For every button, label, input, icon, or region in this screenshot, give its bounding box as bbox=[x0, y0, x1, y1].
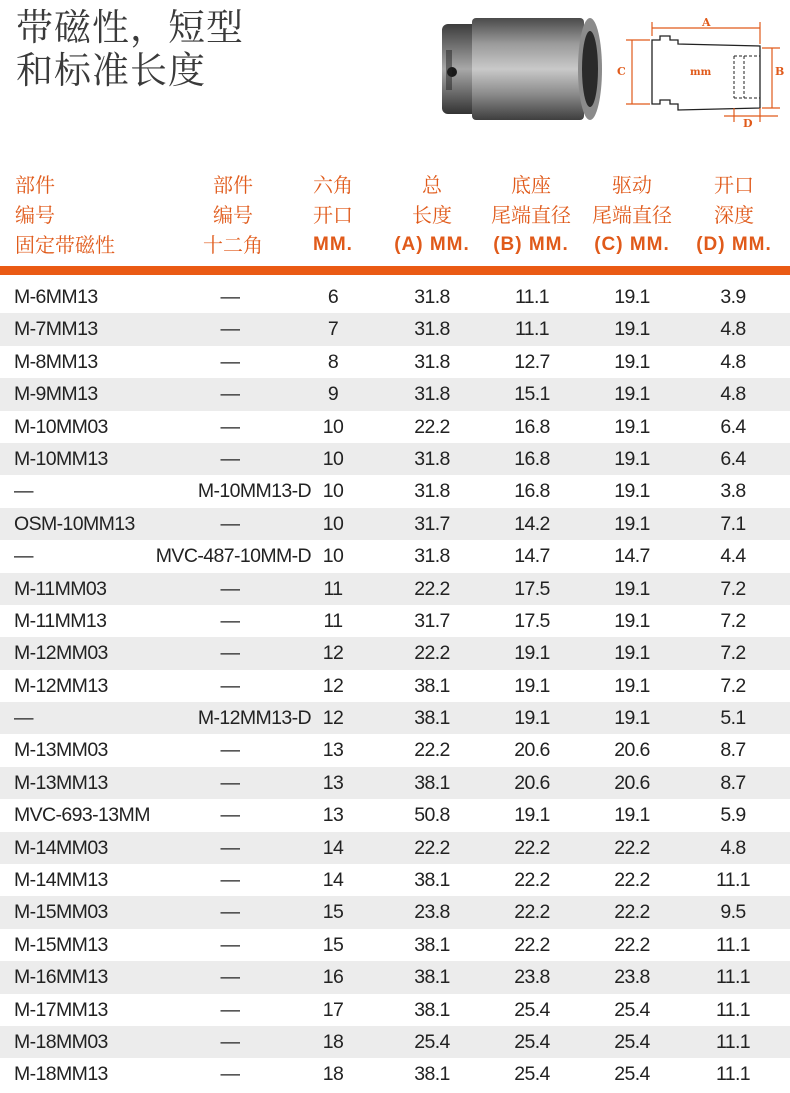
table-row bbox=[0, 573, 790, 605]
cell-opening-depth: 11.1 bbox=[715, 998, 751, 1021]
cell-hex-opening: 10 bbox=[322, 447, 344, 470]
cell-part-magnetic: M-16MM13 bbox=[14, 966, 108, 989]
cell-part-magnetic: M-11MM03 bbox=[14, 577, 107, 600]
cell-overall-length: 38.1 bbox=[414, 933, 450, 956]
cell-part-magnetic: OSM-10MM13 bbox=[14, 512, 135, 535]
diagram-label-d: D bbox=[743, 117, 753, 130]
cell-base-diameter: 20.6 bbox=[514, 739, 550, 762]
cell-opening-depth: 7.2 bbox=[720, 577, 746, 600]
cell-part-magnetic: M-10MM13 bbox=[14, 447, 108, 470]
cell-overall-length: 38.1 bbox=[414, 674, 450, 697]
cell-hex-opening: 18 bbox=[322, 1063, 344, 1086]
cell-overall-length: 31.8 bbox=[414, 318, 450, 341]
cell-hex-opening: 18 bbox=[322, 1030, 344, 1053]
cell-overall-length: 22.2 bbox=[414, 642, 450, 665]
header-base-diameter: 底座 尾端直径 (B) MM. bbox=[491, 173, 571, 255]
cell-part-magnetic: — bbox=[14, 480, 33, 503]
cell-overall-length: 31.8 bbox=[414, 447, 450, 470]
cell-base-diameter: 16.8 bbox=[514, 447, 550, 470]
table-row bbox=[0, 929, 790, 961]
cell-opening-depth: 11.1 bbox=[715, 869, 751, 892]
cell-drive-diameter: 19.1 bbox=[614, 480, 650, 503]
cell-base-diameter: 17.5 bbox=[514, 609, 550, 632]
cell-part-magnetic: M-17MM13 bbox=[14, 998, 108, 1021]
cell-overall-length: 22.2 bbox=[414, 577, 450, 600]
table-row bbox=[0, 864, 790, 896]
cell-overall-length: 38.1 bbox=[414, 966, 450, 989]
diagram-label-b: B bbox=[775, 65, 785, 78]
cell-part-magnetic: M-9MM13 bbox=[14, 383, 98, 406]
cell-part-12pt: — bbox=[220, 771, 240, 794]
cell-base-diameter: 25.4 bbox=[514, 1063, 550, 1086]
cell-opening-depth: 3.9 bbox=[720, 286, 746, 308]
cell-hex-opening: 8 bbox=[327, 350, 339, 373]
diagram-label-mm: mm bbox=[690, 67, 712, 78]
cell-hex-opening: 13 bbox=[322, 804, 344, 827]
cell-hex-opening: 10 bbox=[322, 480, 344, 503]
table-header bbox=[0, 170, 790, 266]
table-row bbox=[0, 702, 790, 734]
cell-drive-diameter: 19.1 bbox=[614, 707, 650, 730]
table-row bbox=[0, 994, 790, 1026]
cell-hex-opening: 14 bbox=[322, 836, 344, 859]
title-line-2: 和标准长度 bbox=[16, 49, 206, 92]
cell-opening-depth: 4.4 bbox=[720, 545, 746, 568]
table-row bbox=[0, 1026, 790, 1058]
cell-opening-depth: 9.5 bbox=[720, 901, 746, 924]
cell-overall-length: 31.7 bbox=[414, 512, 450, 535]
cell-base-diameter: 20.6 bbox=[514, 771, 550, 794]
table-row bbox=[0, 637, 790, 669]
cell-base-diameter: 22.2 bbox=[514, 901, 550, 924]
cell-part-12pt: — bbox=[220, 609, 240, 632]
table-row bbox=[0, 799, 790, 831]
cell-base-diameter: 22.2 bbox=[514, 836, 550, 859]
cell-hex-opening: 12 bbox=[322, 674, 344, 697]
cell-drive-diameter: 19.1 bbox=[614, 609, 650, 632]
cell-hex-opening: 15 bbox=[322, 933, 344, 956]
cell-part-12pt: — bbox=[220, 739, 240, 762]
cell-drive-diameter: 25.4 bbox=[614, 1063, 650, 1086]
cell-overall-length: 22.2 bbox=[414, 836, 450, 859]
cell-part-magnetic: — bbox=[14, 545, 33, 568]
cell-part-magnetic: M-7MM13 bbox=[14, 318, 98, 341]
cell-hex-opening: 12 bbox=[322, 642, 344, 665]
cell-overall-length: 38.1 bbox=[414, 869, 450, 892]
cell-part-12pt: — bbox=[220, 674, 240, 697]
cell-part-magnetic: M-11MM13 bbox=[14, 609, 107, 632]
cell-part-12pt: — bbox=[220, 869, 240, 892]
cell-hex-opening: 11 bbox=[323, 577, 343, 600]
cell-opening-depth: 7.1 bbox=[720, 512, 746, 535]
cell-hex-opening: 13 bbox=[322, 739, 344, 762]
cell-part-12pt: MVC-487-10MM-D bbox=[155, 545, 311, 568]
cell-drive-diameter: 25.4 bbox=[614, 998, 650, 1021]
cell-base-diameter: 14.7 bbox=[514, 545, 550, 568]
cell-part-magnetic: M-14MM13 bbox=[14, 869, 108, 892]
table-row bbox=[0, 443, 790, 475]
cell-opening-depth: 4.8 bbox=[720, 383, 746, 406]
cell-drive-diameter: 20.6 bbox=[614, 771, 650, 794]
table-row bbox=[0, 411, 790, 443]
cell-opening-depth: 8.7 bbox=[720, 771, 746, 794]
cell-part-12pt: — bbox=[220, 642, 240, 665]
cell-overall-length: 31.8 bbox=[414, 480, 450, 503]
cell-opening-depth: 11.1 bbox=[715, 966, 751, 989]
cell-part-12pt: — bbox=[220, 804, 240, 827]
table-row bbox=[0, 961, 790, 993]
cell-part-12pt: — bbox=[220, 1030, 240, 1053]
table-row bbox=[0, 281, 790, 313]
table-row bbox=[0, 313, 790, 345]
cell-part-12pt: — bbox=[220, 318, 240, 341]
cell-part-magnetic: M-12MM03 bbox=[14, 642, 108, 665]
table-body bbox=[0, 281, 790, 1091]
cell-base-diameter: 22.2 bbox=[514, 869, 550, 892]
cell-base-diameter: 16.8 bbox=[514, 480, 550, 503]
diagram-label-c: C bbox=[617, 65, 626, 78]
table-row bbox=[0, 734, 790, 766]
cell-drive-diameter: 23.8 bbox=[614, 966, 650, 989]
cell-drive-diameter: 19.1 bbox=[614, 318, 650, 341]
cell-part-12pt: — bbox=[220, 447, 240, 470]
cell-part-magnetic: M-13MM03 bbox=[14, 739, 108, 762]
cell-overall-length: 50.8 bbox=[414, 804, 450, 827]
cell-part-magnetic: M-6MM13 bbox=[14, 286, 98, 308]
table-row bbox=[0, 896, 790, 928]
cell-hex-opening: 14 bbox=[322, 869, 344, 892]
cell-hex-opening: 16 bbox=[322, 966, 344, 989]
cell-overall-length: 38.1 bbox=[414, 771, 450, 794]
header-opening-depth: 开口 深度 (D) MM. bbox=[696, 173, 772, 255]
cell-drive-diameter: 19.1 bbox=[614, 512, 650, 535]
cell-overall-length: 38.1 bbox=[414, 998, 450, 1021]
cell-part-12pt: — bbox=[220, 901, 240, 924]
cell-opening-depth: 7.2 bbox=[720, 609, 746, 632]
header-part-12pt: 部件 编号 十二角 bbox=[203, 173, 263, 257]
cell-part-12pt: — bbox=[220, 966, 240, 989]
cell-base-diameter: 11.1 bbox=[514, 286, 550, 308]
cell-overall-length: 38.1 bbox=[414, 707, 450, 730]
cell-overall-length: 31.8 bbox=[414, 286, 450, 308]
cell-overall-length: 23.8 bbox=[414, 901, 450, 924]
cell-opening-depth: 7.2 bbox=[720, 642, 746, 665]
page-title bbox=[16, 6, 316, 92]
cell-base-diameter: 25.4 bbox=[514, 1030, 550, 1053]
cell-hex-opening: 10 bbox=[322, 415, 344, 438]
cell-base-diameter: 15.1 bbox=[514, 383, 550, 406]
header-overall-length: 总 长度 (A) MM. bbox=[394, 173, 470, 255]
dimension-diagram bbox=[612, 12, 788, 130]
cell-hex-opening: 11 bbox=[323, 609, 343, 632]
cell-hex-opening: 10 bbox=[322, 545, 344, 568]
cell-part-12pt: — bbox=[220, 415, 240, 438]
cell-opening-depth: 5.1 bbox=[720, 707, 746, 730]
cell-part-magnetic: M-10MM03 bbox=[14, 415, 108, 438]
cell-drive-diameter: 19.1 bbox=[614, 674, 650, 697]
cell-overall-length: 31.8 bbox=[414, 545, 450, 568]
cell-opening-depth: 5.9 bbox=[720, 804, 746, 827]
table-row bbox=[0, 767, 790, 799]
cell-overall-length: 25.4 bbox=[414, 1030, 450, 1053]
header-hex-opening: 六角 开口 MM. bbox=[313, 173, 353, 255]
table-row bbox=[0, 508, 790, 540]
table-row bbox=[0, 605, 790, 637]
cell-overall-length: 22.2 bbox=[414, 415, 450, 438]
cell-opening-depth: 7.2 bbox=[720, 674, 746, 697]
cell-hex-opening: 9 bbox=[327, 383, 339, 406]
cell-drive-diameter: 19.1 bbox=[614, 642, 650, 665]
cell-drive-diameter: 22.2 bbox=[614, 869, 650, 892]
cell-hex-opening: 15 bbox=[322, 901, 344, 924]
cell-base-diameter: 11.1 bbox=[514, 318, 550, 341]
cell-part-magnetic: MVC-693-13MM bbox=[14, 804, 150, 827]
cell-part-magnetic: M-12MM13 bbox=[14, 674, 108, 697]
cell-hex-opening: 6 bbox=[327, 286, 339, 308]
cell-part-12pt: — bbox=[220, 933, 240, 956]
cell-part-magnetic: M-8MM13 bbox=[14, 350, 98, 373]
cell-overall-length: 22.2 bbox=[414, 739, 450, 762]
cell-base-diameter: 17.5 bbox=[514, 577, 550, 600]
diagram-label-a: A bbox=[702, 16, 711, 29]
cell-opening-depth: 4.8 bbox=[720, 836, 746, 859]
cell-drive-diameter: 22.2 bbox=[614, 901, 650, 924]
cell-drive-diameter: 19.1 bbox=[614, 577, 650, 600]
cell-part-12pt: M-12MM13-D bbox=[197, 707, 311, 730]
cell-base-diameter: 25.4 bbox=[514, 998, 550, 1021]
cell-part-12pt: — bbox=[220, 1063, 240, 1086]
cell-base-diameter: 19.1 bbox=[514, 674, 550, 697]
cell-drive-diameter: 19.1 bbox=[614, 383, 650, 406]
cell-overall-length: 31.7 bbox=[414, 609, 450, 632]
cell-opening-depth: 6.4 bbox=[720, 447, 746, 470]
cell-hex-opening: 17 bbox=[322, 998, 344, 1021]
cell-drive-diameter: 22.2 bbox=[614, 836, 650, 859]
cell-opening-depth: 3.8 bbox=[720, 480, 746, 503]
socket-photo bbox=[434, 14, 606, 124]
cell-base-diameter: 14.2 bbox=[514, 512, 550, 535]
cell-opening-depth: 11.1 bbox=[715, 1030, 751, 1053]
cell-overall-length: 31.8 bbox=[414, 350, 450, 373]
cell-base-diameter: 22.2 bbox=[514, 933, 550, 956]
cell-opening-depth: 4.8 bbox=[720, 318, 746, 341]
cell-hex-opening: 10 bbox=[322, 512, 344, 535]
cell-part-magnetic: M-18MM03 bbox=[14, 1030, 108, 1053]
table-row bbox=[0, 1058, 790, 1090]
table-row bbox=[0, 346, 790, 378]
cell-drive-diameter: 19.1 bbox=[614, 447, 650, 470]
cell-drive-diameter: 19.1 bbox=[614, 804, 650, 827]
cell-opening-depth: 8.7 bbox=[720, 739, 746, 762]
header-divider bbox=[0, 266, 790, 275]
cell-part-12pt: — bbox=[220, 577, 240, 600]
table-row bbox=[0, 378, 790, 410]
cell-hex-opening: 12 bbox=[322, 707, 344, 730]
header-drive-diameter: 驱动 尾端直径 (C) MM. bbox=[592, 173, 672, 255]
cell-part-12pt: — bbox=[220, 512, 240, 535]
cell-part-12pt: — bbox=[220, 998, 240, 1021]
cell-hex-opening: 13 bbox=[322, 771, 344, 794]
table-row bbox=[0, 475, 790, 507]
cell-base-diameter: 16.8 bbox=[514, 415, 550, 438]
cell-opening-depth: 6.4 bbox=[720, 415, 746, 438]
cell-base-diameter: 19.1 bbox=[514, 707, 550, 730]
cell-part-magnetic: — bbox=[14, 707, 33, 730]
cell-base-diameter: 23.8 bbox=[514, 966, 550, 989]
cell-base-diameter: 19.1 bbox=[514, 804, 550, 827]
cell-part-12pt: — bbox=[220, 836, 240, 859]
cell-overall-length: 38.1 bbox=[414, 1063, 450, 1086]
cell-drive-diameter: 22.2 bbox=[614, 933, 650, 956]
cell-drive-diameter: 19.1 bbox=[614, 286, 650, 308]
cell-drive-diameter: 14.7 bbox=[614, 545, 650, 568]
cell-part-magnetic: M-14MM03 bbox=[14, 836, 108, 859]
cell-base-diameter: 19.1 bbox=[514, 642, 550, 665]
cell-opening-depth: 11.1 bbox=[715, 1063, 751, 1086]
cell-base-diameter: 12.7 bbox=[514, 350, 550, 373]
cell-drive-diameter: 25.4 bbox=[614, 1030, 650, 1053]
cell-part-12pt: — bbox=[220, 350, 240, 373]
cell-opening-depth: 4.8 bbox=[720, 350, 746, 373]
table-row bbox=[0, 670, 790, 702]
cell-part-12pt: M-10MM13-D bbox=[197, 480, 311, 503]
cell-drive-diameter: 19.1 bbox=[614, 415, 650, 438]
cell-part-magnetic: M-18MM13 bbox=[14, 1063, 108, 1086]
cell-drive-diameter: 20.6 bbox=[614, 739, 650, 762]
cell-part-12pt: — bbox=[220, 286, 240, 308]
cell-part-magnetic: M-15MM03 bbox=[14, 901, 108, 924]
cell-part-magnetic: M-13MM13 bbox=[14, 771, 108, 794]
cell-part-12pt: — bbox=[220, 383, 240, 406]
cell-overall-length: 31.8 bbox=[414, 383, 450, 406]
cell-drive-diameter: 19.1 bbox=[614, 350, 650, 373]
table-row bbox=[0, 832, 790, 864]
table-row bbox=[0, 540, 790, 572]
cell-part-magnetic: M-15MM13 bbox=[14, 933, 108, 956]
cell-opening-depth: 11.1 bbox=[715, 933, 751, 956]
header-part-magnetic: 部件 编号 固定带磁性 bbox=[15, 173, 115, 257]
cell-hex-opening: 7 bbox=[327, 318, 339, 341]
title-line-1: 带磁性，短型 bbox=[16, 6, 244, 49]
